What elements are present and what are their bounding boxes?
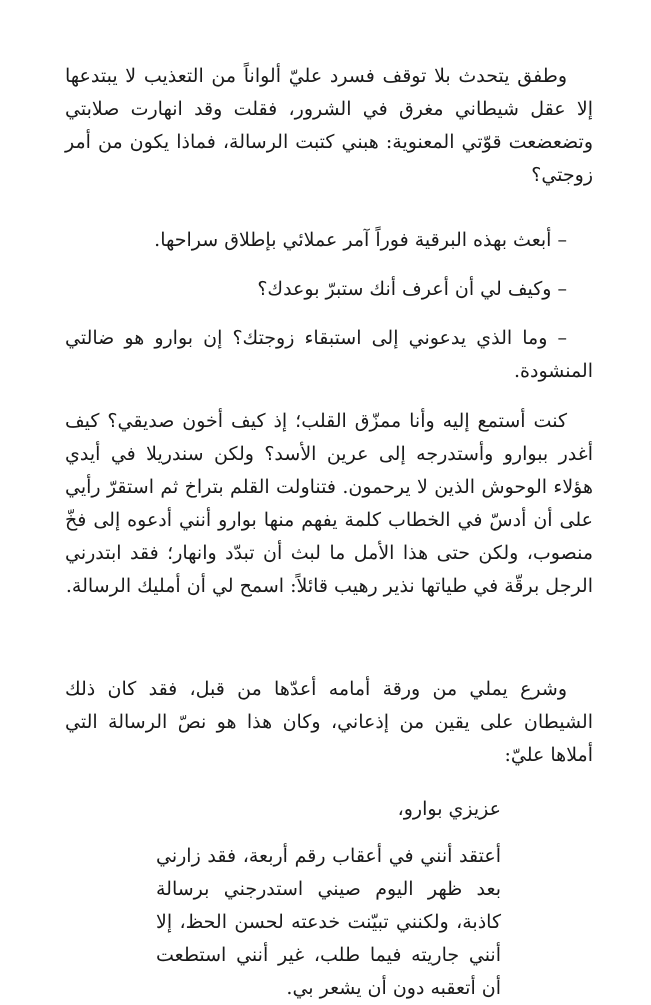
paragraph-betrayal: كنت أستمع إليه وأنا ممزّق القلب؛ إذ كيف أخون صديقي؟ كيف أغدر ببوارو وأستدرجه إلى عرين الأسد؟ ولكن سندريلا في أيدي هؤلاء الوحوش الذين لا يرحمون. فتناولت القلم بتراخ ثم استقرّ رأيي على أن أدسّ في الخطاب كلمة يفهم منها بوارو أنني أدعوه إلى فخّ منصوب، ولكن حتى هذا الأمل ما لبث أن تبدّد وانهار؛ فقد ابتدرني الرجل برقّة في طياتها نذير رهيب قائلاً: اسمح لي أن أمليك الرسالة. bbox=[65, 410, 593, 597]
dialogue-poirot: – وما الذي يدعوني إلى استبقاء زوجتك؟ إن بوارو هو ضالتي المنشودة. bbox=[65, 327, 593, 382]
paragraph-dictation: وشرع يملي من ورقة أمامه أعدّها من قبل، فقد كان ذلك الشيطان على يقين من إذعاني، وكان هذا هو نصّ الرسالة التي أملاها عليّ: bbox=[65, 678, 593, 766]
dialogue-promise: – وكيف لي أن أعرف أنك ستبرّ بوعدك؟ bbox=[257, 278, 567, 300]
dialogue-telegram: – أبعث بهذه البرقية فوراً آمر عملائي بإطلاق سراحها. bbox=[154, 229, 567, 251]
letter-body: أعتقد أنني في أعقاب رقم أربعة، فقد زارني بعد ظهر اليوم صيني استدرجني برسالة كاذبة، ولكنني تبيّنت خدعته لحسن الحظ، إلا أنني جاريته فيما طلب، غير أنني استطعت أن أتعقبه دون أن يشعر بي. bbox=[156, 845, 501, 999]
paragraph-torture: وطفق يتحدث بلا توقف فسرد عليّ ألواناً من التعذيب لا يبتدعها إلا عقل شيطاني مغرق في الشرور، فقلت وقد انهارت صلابتي وتضعضعت قوّتي المعنوية: هبني كتبت الرسالة، فماذا يكون من أمر زوجتي؟ bbox=[65, 65, 593, 186]
letter-salutation: عزيزي بوارو، bbox=[397, 798, 501, 820]
